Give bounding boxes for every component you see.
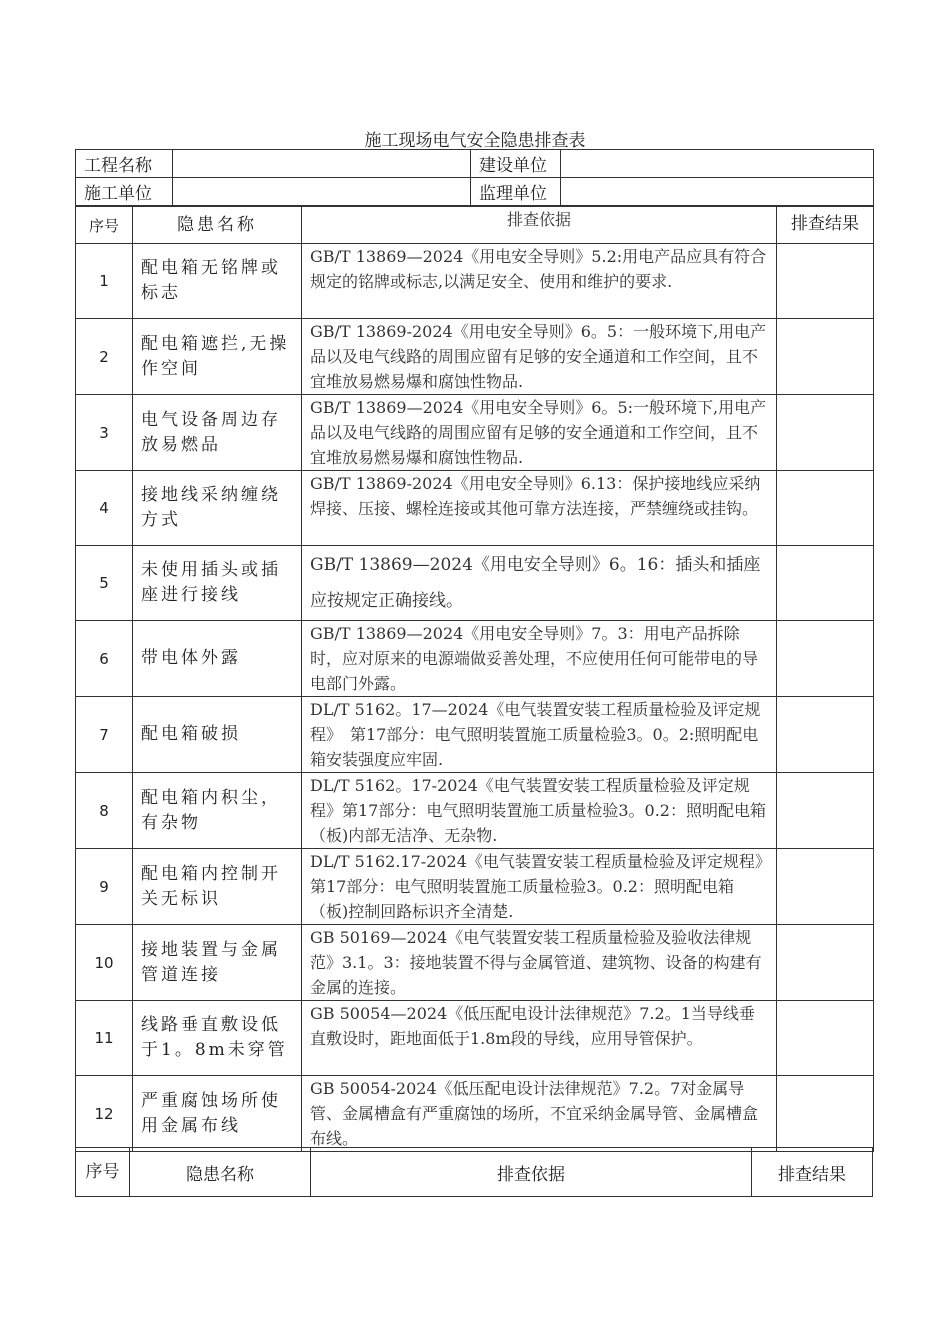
row-result-field[interactable] xyxy=(777,546,874,621)
row-name: 电气设备周边存放易燃品 xyxy=(133,395,302,471)
row-no: 5 xyxy=(76,546,133,621)
row-no: 4 xyxy=(76,471,133,546)
row-no: 6 xyxy=(76,621,133,697)
table-row xyxy=(76,697,874,773)
row-no: 7 xyxy=(76,697,133,773)
row-basis: GB 50054—2024《低压配电设计法律规范》7.2。1当导线垂直敷设时，距地面低于1.8m段的导线，应用导管保护。 xyxy=(302,1001,777,1076)
row-name: 配电箱无铭牌或标志 xyxy=(133,244,302,319)
row-result-field[interactable] xyxy=(777,319,874,395)
header-result: 排查结果 xyxy=(777,207,874,244)
row-basis: GB/T 13869-2024《用电安全导则》6.13：保护接地线应采纳焊接、压接、螺栓连接或其他可靠方法连接，严禁缠绕或挂钩。 xyxy=(302,471,777,546)
header-no: 序号 xyxy=(76,207,133,244)
hazard-check-table xyxy=(75,206,874,1152)
row-basis: DL/T 5162。17-2024《电气装置安装工程质量检验及评定规程》第17部分：电气照明装置施工质量检验3。0.2：照明配电箱（板)内部无洁净、无杂物. xyxy=(302,773,777,849)
table-row xyxy=(76,244,874,319)
header-name: 隐患名称 xyxy=(133,207,302,244)
row-result-field[interactable] xyxy=(777,1076,874,1152)
table-row xyxy=(76,621,874,697)
project-name-label: 工程名称 xyxy=(76,150,173,178)
row-result-field[interactable] xyxy=(777,925,874,1001)
row-no: 9 xyxy=(76,849,133,925)
row-result-field[interactable] xyxy=(777,621,874,697)
row-no: 1 xyxy=(76,244,133,319)
header-basis: 排查依据 xyxy=(302,207,777,244)
table-row xyxy=(76,546,874,621)
page-title: 施工现场电气安全隐患排查表 xyxy=(364,131,586,151)
continuation-header xyxy=(76,1148,873,1197)
row-name: 严重腐蚀场所使用金属布线 xyxy=(133,1076,302,1152)
row-name: 未使用插头或插座进行接线 xyxy=(133,546,302,621)
row-no: 2 xyxy=(76,319,133,395)
continuation-header-table xyxy=(75,1147,873,1197)
table-row xyxy=(76,925,874,1001)
row-name: 配电箱破损 xyxy=(133,697,302,773)
row-basis: DL/T 5162.17-2024《电气装置安装工程质量检验及评定规程》第17部分：电气照明装置施工质量检验3。0.2：照明配电箱（板)控制回路标识齐全清楚. xyxy=(302,849,777,925)
constructor-label: 施工单位 xyxy=(76,178,173,206)
row-name: 配电箱内积尘，有杂物 xyxy=(133,773,302,849)
builder-label: 建设单位 xyxy=(471,150,561,178)
table-row xyxy=(76,319,874,395)
table-row xyxy=(76,1076,874,1152)
row-no: 3 xyxy=(76,395,133,471)
project-info-table xyxy=(75,149,874,206)
footer-header-basis: 排查依据 xyxy=(311,1148,752,1197)
row-basis: GB 50169—2024《电气装置安装工程质量检验及验收法律规范》3.1。3：接地装置不得与金属管道、建筑物、设备的构建有金属的连接。 xyxy=(302,925,777,1001)
constructor-field[interactable] xyxy=(173,178,471,206)
row-basis: GB/T 13869—2024《用电安全导则》6。16：插头和插座应按规定正确接线。 xyxy=(302,546,777,621)
row-basis: GB 50054-2024《低压配电设计法律规范》7.2。7对金属导管、金属槽盒有严重腐蚀的场所，不宜采纳金属导管、金属槽盒布线。 xyxy=(302,1076,777,1152)
table-row xyxy=(76,395,874,471)
row-result-field[interactable] xyxy=(777,395,874,471)
table-row xyxy=(76,773,874,849)
footer-header-name: 隐患名称 xyxy=(130,1148,311,1197)
footer-header-no: 序号 xyxy=(76,1148,130,1197)
table-header xyxy=(76,207,874,244)
row-result-field[interactable] xyxy=(777,244,874,319)
row-basis: GB/T 13869—2024《用电安全导则》7。3：用电产品拆除时，应对原来的电源端做妥善处理，不应使用任何可能带电的导电部门外露。 xyxy=(302,621,777,697)
project-name-field[interactable] xyxy=(173,150,471,178)
row-name: 接地装置与金属管道连接 xyxy=(133,925,302,1001)
row-result-field[interactable] xyxy=(777,773,874,849)
row-name: 配电箱内控制开关无标识 xyxy=(133,849,302,925)
row-result-field[interactable] xyxy=(777,849,874,925)
builder-field[interactable] xyxy=(561,150,874,178)
row-name: 线路垂直敷设低于1。8m未穿管 xyxy=(133,1001,302,1076)
table-row xyxy=(76,471,874,546)
row-result-field[interactable] xyxy=(777,697,874,773)
row-no: 8 xyxy=(76,773,133,849)
table-row xyxy=(76,1001,874,1076)
row-basis: DL/T 5162。17—2024《电气装置安装工程质量检验及评定规程》 第17部分：电气照明装置施工质量检验3。0。2:照明配电箱安装强度应牢固. xyxy=(302,697,777,773)
footer-header-result: 排查结果 xyxy=(752,1148,873,1197)
row-name: 配电箱遮拦,无操作空间 xyxy=(133,319,302,395)
row-no: 11 xyxy=(76,1001,133,1076)
row-basis: GB/T 13869-2024《用电安全导则》6。5：一般环境下,用电产品以及电气线路的周围应留有足够的安全通道和工作空间，且不宜堆放易燃易爆和腐蚀性物品. xyxy=(302,319,777,395)
row-basis: GB/T 13869—2024《用电安全导则》5.2:用电产品应具有符合规定的铭牌或标志,以满足安全、使用和维护的要求. xyxy=(302,244,777,319)
supervisor-label: 监理单位 xyxy=(471,178,561,206)
row-no: 12 xyxy=(76,1076,133,1152)
row-no: 10 xyxy=(76,925,133,1001)
row-result-field[interactable] xyxy=(777,471,874,546)
row-result-field[interactable] xyxy=(777,1001,874,1076)
info-row-1 xyxy=(76,150,874,178)
row-basis: GB/T 13869—2024《用电安全导则》6。5:一般环境下,用电产品以及电气线路的周围应留有足够的安全通道和工作空间，且不宜堆放易燃易爆和腐蚀性物品. xyxy=(302,395,777,471)
row-name: 带电体外露 xyxy=(133,621,302,697)
table-row xyxy=(76,849,874,925)
info-row-2 xyxy=(76,178,874,206)
supervisor-field[interactable] xyxy=(561,178,874,206)
row-name: 接地线采纳缠绕方式 xyxy=(133,471,302,546)
